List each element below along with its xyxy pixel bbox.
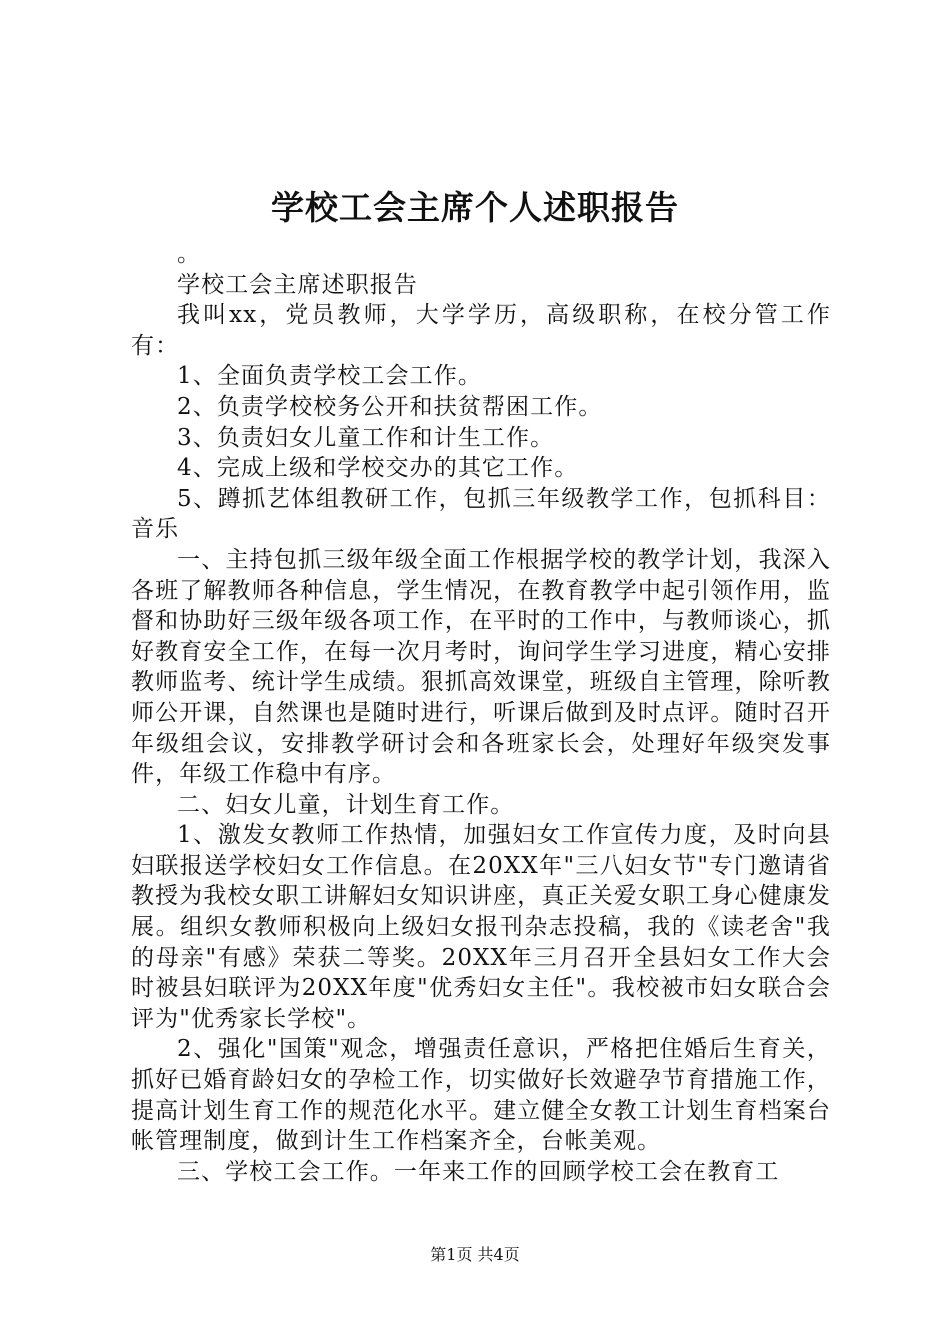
paragraph: 2、负责学校校务公开和扶贫帮困工作。 <box>177 393 603 420</box>
document-body <box>131 239 831 1187</box>
paragraph: 二、妇女儿童，计划生育工作。 <box>177 791 515 818</box>
page-footer: 第1页 共4页 <box>430 1245 520 1264</box>
paragraph: 一、主持包抓三级年级全面工作根据学校的教学计划，我深入各班了解教师各种信息，学生情况，在教育教学中起引领作用，监督和协助好三级年级各项工作，在平时的工作中，与教师谈心，抓好教育安全工作，在每一次月考时，询问学生学习进度，精心安排教师监考、统计学生成绩。狠抓高效课堂，班级自主管理，除听教师公开课，自然课也是随时进行，听课后做到及时点评。随时召开年级组会议，安排教学研讨会和各班家长会，处理好年级突发事件，年级工作稳中有序。 <box>131 546 831 788</box>
paragraph: 三、学校工会工作。一年来工作的回顾学校工会在教育工 <box>177 1158 780 1185</box>
paragraph: 5、蹲抓艺体组教研工作，包抓三年级教学工作，包抓科目：音乐 <box>131 485 831 543</box>
paragraph: 1、全面负责学校工会工作。 <box>177 363 482 390</box>
document-title: 学校工会主席个人述职报告 <box>271 188 679 227</box>
paragraph: 。 <box>177 241 202 267</box>
paragraph: 2、强化"国策"观念，增强责任意识，严格把住婚后生育关，抓好已婚育龄妇女的孕检工作，切实做好长效避孕节育措施工作，提高计划生育工作的规范化水平。建立健全女教工计划生育档案台帐管理制度，做到计生工作档案齐全，台帐美观。 <box>131 1036 831 1155</box>
paragraph: 我叫xx，党员教师，大学学历，高级职称，在校分管工作有： <box>131 302 831 359</box>
paragraph: 4、完成上级和学校交办的其它工作。 <box>177 455 579 482</box>
paragraph: 3、负责妇女儿童工作和计生工作。 <box>177 424 555 451</box>
paragraph: 学校工会主席述职报告 <box>177 271 418 298</box>
paragraph: 1、激发女教师工作热情，加强妇女工作宣传力度，及时向县妇联报送学校妇女工作信息。在20XX年"三八妇女节"专门邀请省教授为我校女职工讲解妇女知识讲座，真正关爱女职工身心健康发展。组织女教师积极向上级妇女报刊杂志投稿，我的《读老舍"我的母亲"有感》荣获二等奖。20XX年三月召开全县妇女工作大会时被县妇联评为20XX年度"优秀妇女主任"。我校被市妇女联合会评为"优秀家长学校"。 <box>131 822 831 1032</box>
